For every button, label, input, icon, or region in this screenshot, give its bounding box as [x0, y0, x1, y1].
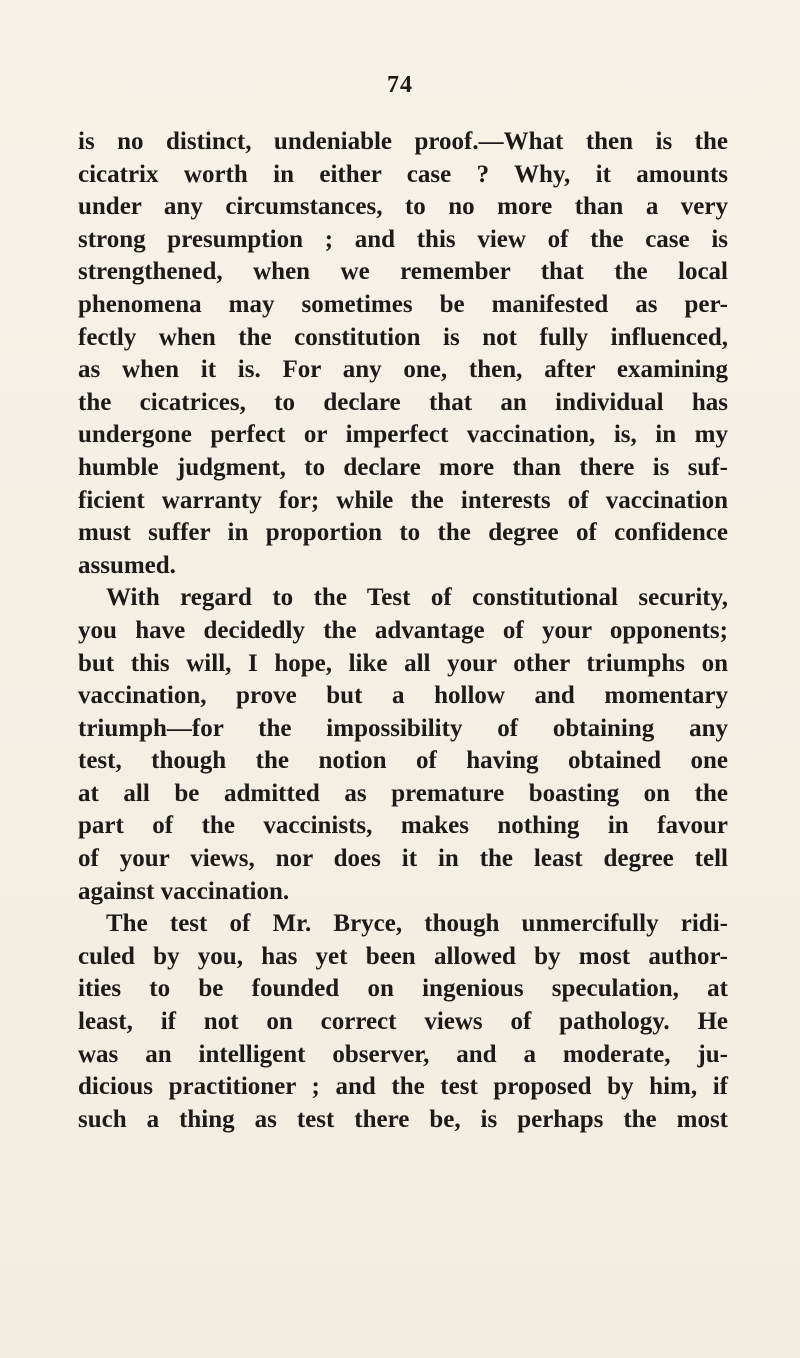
body-text: [78, 126, 728, 1136]
text-line: under any circumstances, to no more than a very: [78, 193, 728, 221]
text-line: ities to be founded on ingenious speculation, at: [78, 975, 728, 1003]
text-line: test, though the notion of having obtained one: [78, 747, 728, 775]
text-line: at all be admitted as premature boasting on the: [78, 779, 728, 807]
text-line: dicious practitioner ; and the test proposed by him, if: [78, 1073, 728, 1101]
text-line: strengthened, when we remember that the local: [78, 258, 728, 286]
text-line: ficient warranty for; while the interests of vaccination: [78, 486, 728, 514]
text-line: must suffer in proportion to the degree of confidence: [78, 519, 728, 547]
text-line: was an intelligent observer, and a moderate, ju-: [78, 1040, 728, 1068]
text-line: the cicatrices, to declare that an individual has: [78, 388, 728, 416]
text-line: cicatrix worth in either case ? Why, it amounts: [78, 160, 728, 188]
text-line: triumph—for the impossibility of obtaining any: [78, 714, 728, 742]
text-line: least, if not on correct views of pathology. He: [78, 1008, 728, 1036]
text-line: The test of Mr. Bryce, though unmercifully ridi-: [106, 910, 728, 938]
page-number: 74: [387, 72, 413, 98]
text-line: you have decidedly the advantage of your opponents;: [78, 616, 728, 644]
text-line: but this will, I hope, like all your other triumphs on: [78, 649, 728, 677]
text-line: phenomena may sometimes be manifested as per-: [78, 290, 728, 318]
text-line: vaccination, prove but a hollow and momentary: [78, 682, 728, 710]
text-line: part of the vaccinists, makes nothing in favour: [78, 812, 728, 840]
text-line: humble judgment, to declare more than there is suf-: [78, 453, 728, 481]
text-line: strong presumption ; and this view of the case is: [78, 225, 728, 253]
text-line: culed by you, has yet been allowed by most author-: [78, 942, 728, 970]
text-line: of your views, nor does it in the least degree tell: [78, 845, 728, 873]
text-line: against vaccination.: [78, 877, 290, 905]
text-line: is no distinct, undeniable proof.—What then is the: [78, 128, 728, 155]
text-line: as when it is. For any one, then, after examining: [78, 356, 728, 384]
text-line: such a thing as test there be, is perhaps the most: [78, 1105, 728, 1133]
text-line: fectly when the constitution is not fully influenced,: [78, 323, 728, 351]
text-line: With regard to the Test of constitutional security,: [106, 584, 728, 612]
text-line: assumed.: [78, 551, 176, 579]
text-line: undergone perfect or imperfect vaccination, is, in my: [78, 421, 728, 449]
